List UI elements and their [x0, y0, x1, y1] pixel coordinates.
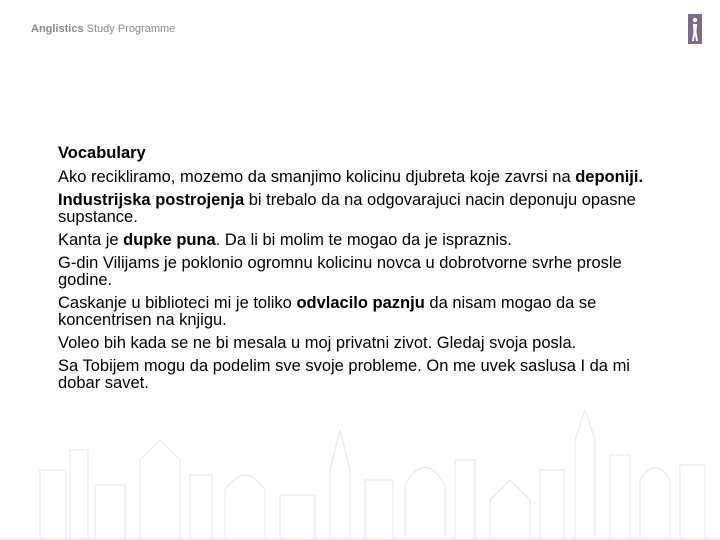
programme-header [31, 23, 175, 35]
slide-content [58, 145, 668, 398]
sentence-1 [58, 169, 668, 186]
sentence-2 [58, 192, 668, 226]
sentence-6 [58, 335, 668, 352]
sentence-7 [58, 358, 668, 392]
vocabulary-term: Industrijska postrojenja [58, 191, 245, 209]
programme-label: Study Programme [83, 23, 176, 35]
figure-logo-icon [688, 14, 702, 44]
sentence-text: Voleo bih kada se ne bi mesala u moj privatni zivot. Gledaj svoja posla. [58, 334, 577, 352]
sentence-text: da nisam mogao da se koncentrisen na knjigu. [58, 294, 597, 329]
brand-name: Anglistics [31, 23, 84, 35]
sentence-text: G-din Vilijams je poklonio ogromnu kolicinu novca u dobrotvorne svrhe prosle godine. [58, 254, 622, 289]
sentence-text: . Da li bi molim te mogao da je ispraznis. [215, 231, 512, 249]
sentence-5 [58, 295, 668, 329]
sentence-text: Ako recikliramo, mozemo da smanjimo kolicinu djubreta koje zavrsi na [58, 168, 576, 186]
sentence-text: Caskanje u biblioteci mi je toliko [58, 294, 297, 312]
sentence-text: bi trebalo da na odgovarajuci nacin deponuju opasne supstance. [58, 191, 636, 226]
slide-title: Vocabulary [58, 144, 146, 162]
vocabulary-term: deponiji. [575, 168, 644, 186]
sentence-3 [58, 232, 668, 249]
vocabulary-term: dupke puna [123, 231, 216, 249]
city-skyline-illustration [0, 400, 720, 540]
sentence-text: Sa Tobijem mogu da podelim sve svoje probleme. On me uvek saslusa I da mi dobar savet. [58, 357, 630, 392]
vocabulary-term: odvlacilo paznju [296, 294, 425, 312]
sentence-text: Kanta je [58, 231, 124, 249]
sentence-4 [58, 255, 668, 289]
